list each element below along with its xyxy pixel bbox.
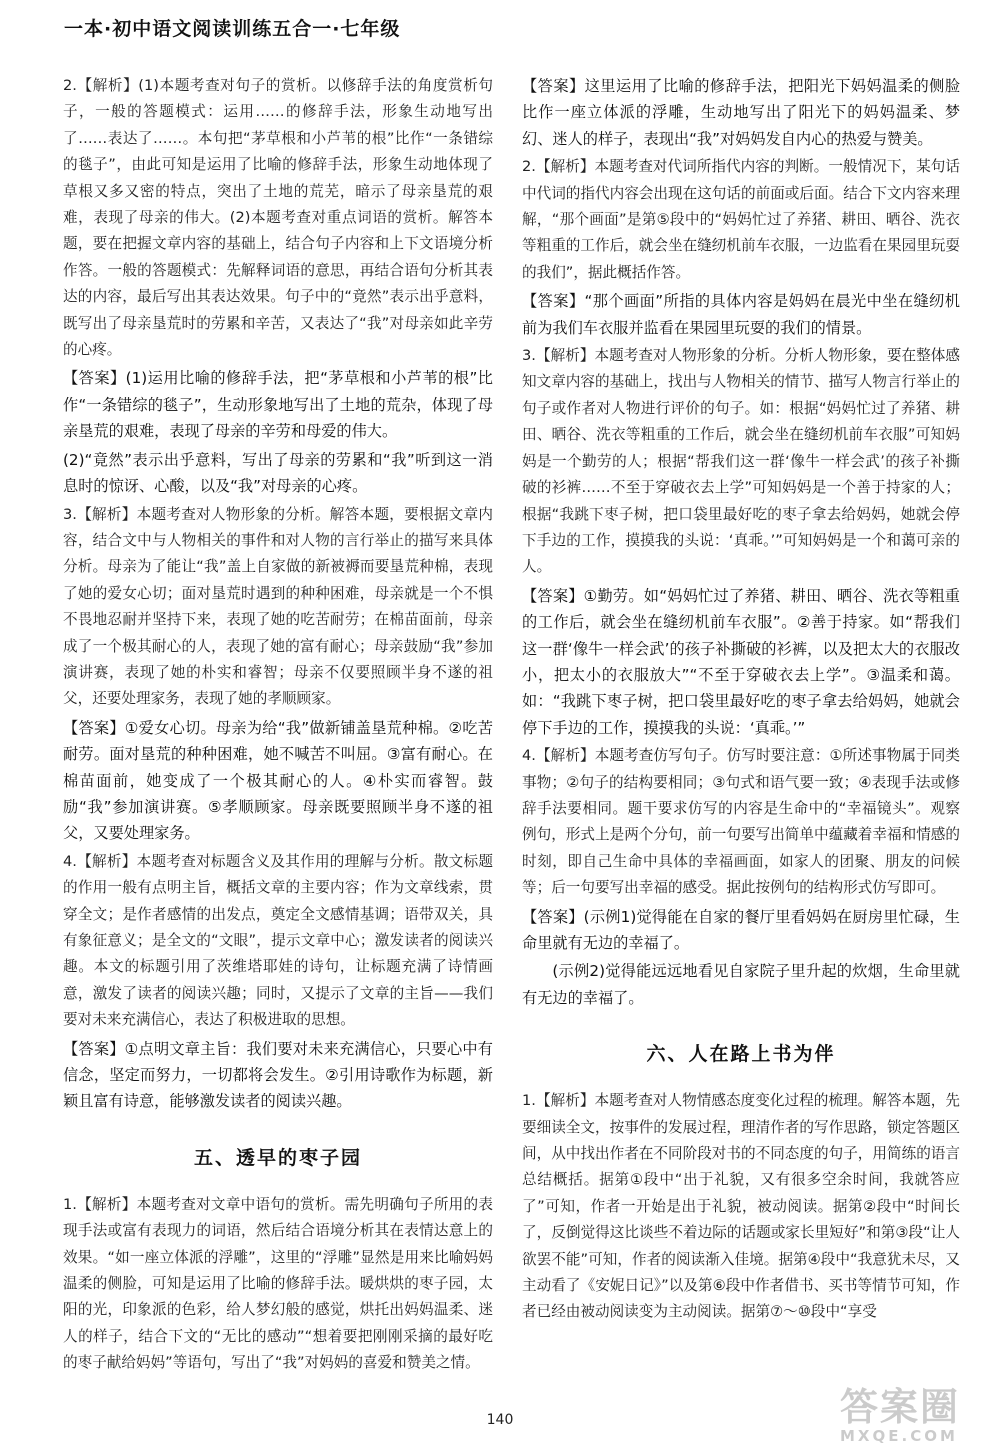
section-6-title: 六、人在路上书为伴 <box>646 1043 836 1066</box>
q2-analysis: 2.【解析】(1)本题考查对句子的赏析。以修辞手法的角度赏析句子，一般的答题模式：运用……的修辞手法，形象生动地写出了……表达了……。本句把“茅草根和小芦苇的根”比作“一条错综的毯子”，由此可知是运用了比喻的修辞手法，形象生动地体现了草根又多又密的特点，突出了土地的荒芜，暗示了母亲垦荒的艰难，表现了母亲的伟大。(2)本题考查对重点词语的赏析。解答本题，要在把握文章内容的基础上，结合句子内容和上下文语境分析作答。一般的答题模式：先解释词语的意思，再结合语句分析其表达的内容，最后写出其表达效果。句子中的“竟然”表示出乎意料，既写出了母亲垦荒时的劳累和辛苦，又表达了“我”对母亲如此辛劳的心疼。 <box>63 77 493 359</box>
q2-answer: 【答案】(1)运用比喻的修辞手法，把“茅草根和小芦苇的根”比作“一条错综的毯子”，生动形象地写出了土地的荒杂，体现了母亲垦荒的艰难，表现了母亲的辛劳和母爱的伟大。 <box>63 369 493 441</box>
watermark-main-text: 答案圈 <box>840 1385 961 1429</box>
s5-q3-analysis: 3.【解析】本题考查对人物形象的分析。分析人物形象，要在整体感知文章内容的基础上，找出与人物相关的情节、描写人物言行举止的句子或作者对人物进行评价的句子。如：根据“妈妈忙过了养猪、耕田、晒谷、洗衣等粗重的工作后，就会坐在缝纫机前车衣服”可知妈妈是一个勤劳的人；根据“帮我们这一群‘像牛一样会武’的孩子补撕破的衫裤……不至于穿破衣去上学”可知妈妈是一个善于持家的人；根据“我跳下枣子树，把口袋里最好吃的枣子拿去给妈妈，她就会停下手边的工作，摸摸我的头说：‘真乖。’”可知妈妈是一个和蔼可亲的人。 <box>522 347 960 576</box>
s5-q1-analysis: 1.【解析】本题考查对文章中语句的赏析。需先明确句子所用的表现手法或富有表现力的词语，然后结合语境分析其在表情达意上的效果。“如一座立体派的浮雕”，这里的“浮雕”显然是用来比喻妈妈温柔的侧脸，可知是运用了比喻的修辞手法。暖烘烘的枣子园，太阳的光，印象派的色彩，给人梦幻般的感觉，烘托出妈妈温柔、迷人的样子，结合下文的“无比的感动”“想着要把刚刚采摘的最好吃的枣子献给妈妈”等语句，写出了“我”对妈妈的喜爱和赞美之情。 <box>63 1195 493 1372</box>
s5-q2-analysis: 2.【解析】本题考查对代词所指代内容的判断。一般情况下，某句话中代词的指代内容会出现在这句话的前面或后面。结合下文内容来理解，“那个画面”是第⑤段中的“妈妈忙过了养猪、耕田、晒谷、洗衣等粗重的工作后，就会坐在缝纫机前车衣服，一边监看在果园里玩耍的我们”，据此概括作答。 <box>522 158 960 281</box>
q3-analysis: 3.【解析】本题考查对人物形象的分析。解答本题，要根据文章内容，结合文中与人物相关的事件和对人物的言行举止的描写来具体分析。母亲为了能让“我”盖上自家做的新被褥而要垦荒种棉，表现了她的爱女心切；面对垦荒时遇到的种种困难，母亲就是一个不惧不畏地忍耐并坚持下来，表现了她的吃苦耐劳；在棉苗面前，母亲成了一个极其耐心的人，表现了她的富有耐心；母亲鼓励“我”参加演讲赛，表现了她的朴实和睿智；母亲不仅要照顾半身不遂的祖父，还要处理家务，表现了她的孝顺顾家。 <box>63 505 493 708</box>
s5-q4-answer-example2: (示例2)觉得能远远地看见自家院子里升起的炊烟，生命里就有无边的幸福了。 <box>522 962 960 1007</box>
s6-q1-analysis: 1.【解析】本题考查对人物情感态度变化过程的梳理。解答本题，先要细读全文，按事件的发展过程，理清作者的写作思路，锁定答题区间，从中找出作者在不同阶段对书的不同态度的句子，用简练的语言总结概括。据第①段中“出于礼貌，又有很多空余时间，我就答应了”可知，作者一开始是出于礼貌，被动阅读。据第②段中“时间长了，反倒觉得这比谈些不着边际的话题或家长里短好”和第③段“让人欲罢不能”可知，作者的阅读渐入佳境。据第④段中“我意犹未尽，又主动看了《安妮日记》”以及第⑥段中作者借书、买书等情节可知，作者已经由被动阅读变为主动阅读。据第⑦～⑩段中“享受 <box>522 1092 960 1321</box>
site-watermark-logo <box>840 1387 990 1449</box>
s5-q1-answer: 【答案】这里运用了比喻的修辞手法，把阳光下妈妈温柔的侧脸比作一座立体派的浮雕，生动地写出了阳光下的妈妈温柔、梦幻、迷人的样子，表现出“我”对妈妈发自内心的热爱与赞美。 <box>522 77 960 148</box>
s5-q2-answer: 【答案】“那个画面”所指的具体内容是妈妈在晨光中坐在缝纫机前为我们车衣服并监看在果园里玩耍的我们的情景。 <box>522 292 960 337</box>
watermark-sub-text: MXQE.COM <box>840 1427 958 1445</box>
book-header-title: 一本·初中语文阅读训练五合一·七年级 <box>64 18 401 40</box>
left-column <box>63 73 493 1379</box>
section-5-title: 五、透早的枣子园 <box>193 1146 362 1169</box>
q4-answer: 【答案】①点明文章主旨：我们要对未来充满信心，只要心中有信念，坚定而努力，一切都将会发生。②引用诗歌作为标题，新颖且富有诗意，能够激发读者的阅读兴趣。 <box>63 1039 493 1111</box>
q4-analysis: 4.【解析】本题考查对标题含义及其作用的理解与分析。散文标题的作用一般有点明主旨，概括文章的主要内容；作为文章线索，贯穿全文；是作者感情的出发点，奠定全文感情基调；语带双关，具有象征意义；是全文的“文眼”，提示文章中心；激发读者的阅读兴趣。本文的标题引用了茨维塔耶娃的诗句，让标题充满了诗情画意，激发了读者的阅读兴趣；同时，又提示了文章的主旨——我们要对未来充满信心，表达了积极进取的思想。 <box>63 852 493 1029</box>
s5-q4-analysis: 4.【解析】本题考查仿写句子。仿写时要注意：①所述事物属于同类事物；②句子的结构要相同；③句式和语气要一致；④表现手法或修辞手法要相同。题干要求仿写的内容是生命中的“幸福镜头”。观察例句，形式上是两个分句，前一句要写出简单中蕴藏着幸福和情感的时刻，即自己生命中具体的幸福画面，如家人的团聚、朋友的问候等；后一句要写出幸福的感受。据此按例句的结构形式仿写即可。 <box>522 747 960 897</box>
q3-answer: 【答案】①爱女心切。母亲为给“我”做新铺盖垦荒种棉。②吃苦耐劳。面对垦荒的种种困难，她不喊苦不叫屈。③富有耐心。在棉苗面前，她变成了一个极其耐心的人。④朴实而睿智。鼓励“我”参加演讲赛。⑤孝顺顾家。母亲既要照顾半身不遂的祖父，又要处理家务。 <box>63 718 493 843</box>
right-column <box>522 73 960 1328</box>
s5-q3-answer: 【答案】①勤劳。如“妈妈忙过了养猪、耕田、晒谷、洗衣等粗重的工作后，就会坐在缝纫机前车衣服”。②善于持家。如“帮我们这一群‘像牛一样会武’的孩子补撕破的衫裤，以及把太大的衣服改小，把太小的衣服放大”“不至于穿破衣去上学”。③温柔和蔼。如：“我跳下枣子树，把口袋里最好吃的枣子拿去给妈妈，她就会停下手边的工作，摸摸我的头说：‘真乖。’” <box>522 586 960 737</box>
q2-answer-part2: (2)“竟然”表示出乎意料，写出了母亲的劳累和“我”听到这一消息时的惊讶、心酸，以及“我”对母亲的心疼。 <box>63 450 493 496</box>
page-number: 140 <box>486 1412 514 1428</box>
s5-q4-answer: 【答案】(示例1)觉得能在自家的餐厅里看妈妈在厨房里忙碌，生命里就有无边的幸福了。 <box>522 907 960 952</box>
